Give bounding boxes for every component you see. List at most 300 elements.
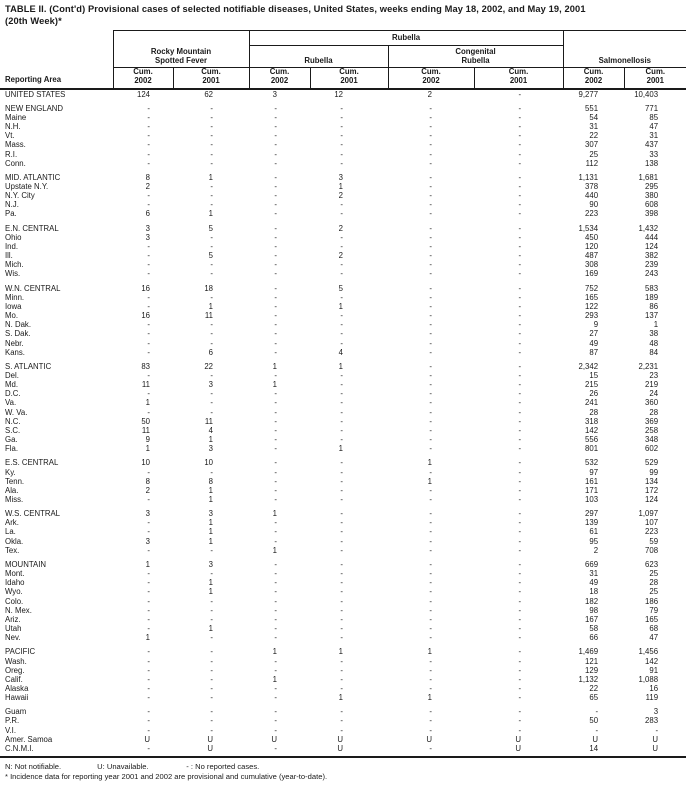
value-cell: - <box>274 559 277 569</box>
value-cell: 1 <box>338 444 343 454</box>
column-header-salmonellosis-cum-2002: Cum. 2002 <box>563 68 624 89</box>
value-cell: - <box>274 656 277 666</box>
value-cell: - <box>147 191 150 201</box>
value-cell: 98 <box>589 605 599 615</box>
value-cell: - <box>340 559 343 569</box>
value-cell: 124 <box>645 495 659 504</box>
value-cell: - <box>340 569 343 579</box>
value-cell: - <box>429 140 432 150</box>
value-cell: 2 <box>145 182 150 191</box>
value-cell: 440 <box>585 191 599 201</box>
value-cell: 1 <box>208 209 213 219</box>
value-cell: 2 <box>427 89 432 99</box>
value-cell: - <box>274 569 277 579</box>
reporting-area-cell: Minn. <box>5 292 25 302</box>
value-cell: - <box>274 223 277 233</box>
value-cell: - <box>429 191 432 201</box>
value-cell: - <box>429 200 432 210</box>
value-cell: - <box>340 311 343 321</box>
value-cell: - <box>274 633 277 643</box>
reporting-area-cell: NEW ENGLAND <box>5 103 64 113</box>
value-cell: - <box>429 725 432 735</box>
value-cell: - <box>429 665 432 675</box>
value-cell: - <box>429 260 432 270</box>
value-cell: - <box>147 596 150 606</box>
reporting-area-cell: D.C. <box>5 389 21 399</box>
value-cell: - <box>429 122 432 132</box>
table-row <box>0 408 686 417</box>
value-cell: 50 <box>589 716 599 726</box>
value-cell: 165 <box>585 292 599 302</box>
value-cell: - <box>274 320 277 330</box>
value-cell: 1 <box>272 509 277 519</box>
reporting-area-cell: Oreg. <box>5 665 25 675</box>
value-cell: 27 <box>589 329 599 339</box>
value-cell: - <box>518 614 522 624</box>
value-cell: - <box>210 605 213 615</box>
value-cell: - <box>210 633 213 643</box>
value-cell: - <box>595 707 599 717</box>
value-cell: - <box>340 241 343 251</box>
value-cell: - <box>274 329 277 339</box>
value-cell: - <box>429 380 432 390</box>
footnote-not-notifiable: N: Not notifiable. <box>5 762 62 772</box>
value-cell: 137 <box>645 311 659 321</box>
value-cell: - <box>340 614 343 624</box>
value-cell: - <box>340 260 343 270</box>
value-cell: 85 <box>649 112 659 122</box>
reporting-area-cell: E.S. CENTRAL <box>5 458 59 468</box>
value-cell: - <box>518 232 522 242</box>
value-cell: 771 <box>645 103 659 113</box>
value-cell: 380 <box>645 191 659 201</box>
value-cell: - <box>518 444 522 454</box>
reporting-area-cell: Fla. <box>5 444 18 454</box>
value-cell: - <box>340 232 343 242</box>
value-cell: 487 <box>585 251 599 261</box>
value-cell: - <box>518 476 522 486</box>
value-cell: - <box>210 112 213 122</box>
value-cell: 124 <box>136 89 150 99</box>
value-cell: - <box>210 569 213 579</box>
value-cell: - <box>429 614 432 624</box>
reporting-area-cell: Del. <box>5 370 19 380</box>
value-cell: - <box>274 232 277 242</box>
value-cell: - <box>429 743 432 753</box>
value-cell: 25 <box>649 569 659 579</box>
value-cell: 360 <box>645 398 659 408</box>
value-cell: - <box>274 458 277 468</box>
value-cell: 95 <box>589 536 599 546</box>
value-cell: - <box>210 389 213 399</box>
table-row <box>0 657 686 666</box>
value-cell: 10,403 <box>634 89 659 99</box>
reporting-area-cell: Vt. <box>5 131 15 141</box>
value-cell: 119 <box>645 693 659 703</box>
value-cell: - <box>274 743 277 753</box>
table-row <box>0 339 686 348</box>
value-cell: 219 <box>645 380 659 390</box>
reporting-area-cell: N.Y. City <box>5 191 35 201</box>
value-cell: - <box>147 725 150 735</box>
value-cell: 243 <box>645 269 659 279</box>
value-cell: 25 <box>649 587 659 597</box>
value-cell: - <box>274 338 277 348</box>
table-row <box>0 693 686 702</box>
value-cell: - <box>274 182 277 191</box>
table-row <box>0 435 686 444</box>
reporting-area-cell: Amer. Samoa <box>5 734 53 744</box>
value-cell: - <box>147 301 150 311</box>
value-cell: 59 <box>649 536 659 546</box>
value-cell: 49 <box>589 578 599 588</box>
table-row <box>0 113 686 122</box>
rmsf-group-line2: Spotted Fever <box>155 56 207 66</box>
value-cell: 134 <box>645 476 659 486</box>
reporting-area-cell: N.C. <box>5 416 21 426</box>
value-cell: - <box>340 329 343 339</box>
value-cell: 3 <box>208 380 213 390</box>
value-cell: 3 <box>208 559 213 569</box>
column-header-salmonellosis-cum-2001: Cum. 2001 <box>624 68 686 89</box>
value-cell: 1 <box>272 380 277 390</box>
value-cell: - <box>210 149 213 159</box>
value-cell: - <box>340 389 343 399</box>
value-cell: - <box>274 149 277 159</box>
value-cell: 348 <box>645 435 659 445</box>
footnote-legend <box>5 762 688 772</box>
value-cell: - <box>274 518 277 528</box>
value-cell: - <box>274 140 277 150</box>
value-cell: - <box>429 131 432 141</box>
value-cell: 15 <box>589 370 599 380</box>
reporting-area-cell: V.I. <box>5 725 16 735</box>
value-cell: - <box>274 624 277 634</box>
value-cell: 189 <box>645 292 659 302</box>
value-cell: 1 <box>427 693 432 703</box>
value-cell: - <box>274 495 277 504</box>
reporting-area-cell: UNITED STATES <box>5 89 66 99</box>
value-cell: 398 <box>645 209 659 219</box>
value-cell: 182 <box>585 596 599 606</box>
value-cell: - <box>274 416 277 426</box>
value-cell: 31 <box>589 122 599 132</box>
value-cell: 62 <box>204 89 213 99</box>
rmsf-group-line1: Rocky Mountain <box>150 47 212 57</box>
value-cell: 16 <box>141 283 150 293</box>
value-cell: - <box>274 347 277 357</box>
value-cell: 2 <box>145 485 150 495</box>
table-row <box>0 606 686 615</box>
table-row <box>0 666 686 675</box>
table-row <box>0 518 686 527</box>
value-cell: - <box>429 329 432 339</box>
value-cell: 161 <box>585 476 599 486</box>
value-cell: U <box>515 734 522 744</box>
value-cell: - <box>210 596 213 606</box>
value-cell: - <box>518 329 522 339</box>
value-cell: - <box>147 624 150 634</box>
value-cell: - <box>429 311 432 321</box>
reporting-area-cell: Mass. <box>5 140 26 150</box>
value-cell: 14 <box>589 743 599 753</box>
value-cell: - <box>429 347 432 357</box>
value-cell: - <box>274 614 277 624</box>
value-cell: - <box>340 338 343 348</box>
value-cell: - <box>147 292 150 302</box>
value-cell: 91 <box>649 665 659 675</box>
table-row <box>0 242 686 251</box>
value-cell: - <box>340 596 343 606</box>
reporting-area-cell: Wis. <box>5 269 21 279</box>
value-cell: - <box>210 693 213 703</box>
value-cell: 1,131 <box>578 172 599 182</box>
value-cell: - <box>518 149 522 159</box>
value-cell: 139 <box>585 518 599 528</box>
reporting-area-cell: P.R. <box>5 716 20 726</box>
value-cell: - <box>518 301 522 311</box>
value-cell: - <box>518 693 522 703</box>
value-cell: 551 <box>585 103 599 113</box>
value-cell: - <box>340 536 343 546</box>
value-cell: 12 <box>334 89 343 99</box>
table-row <box>0 362 686 371</box>
value-cell: - <box>518 509 522 519</box>
value-cell: - <box>655 725 659 735</box>
value-cell: - <box>147 269 150 279</box>
value-cell: 49 <box>589 338 599 348</box>
value-cell: 1 <box>208 495 213 504</box>
value-cell: - <box>340 656 343 666</box>
value-cell: - <box>429 509 432 519</box>
value-cell: 90 <box>589 200 599 210</box>
value-cell: - <box>518 633 522 643</box>
value-cell: 1 <box>427 647 432 657</box>
reporting-area-cell: Va. <box>5 398 17 408</box>
value-cell: 258 <box>645 425 659 435</box>
value-cell: - <box>340 416 343 426</box>
value-cell: 437 <box>645 140 659 150</box>
value-cell: - <box>147 112 150 122</box>
value-cell: 1 <box>272 361 277 371</box>
value-cell: - <box>429 416 432 426</box>
table-row <box>0 389 686 398</box>
value-cell: - <box>518 172 522 182</box>
value-cell: - <box>518 647 522 657</box>
value-cell: 122 <box>585 301 599 311</box>
value-cell: U <box>271 734 277 744</box>
reporting-area-cell: PACIFIC <box>5 647 36 657</box>
value-cell: - <box>274 725 277 735</box>
value-cell: 3 <box>272 89 277 99</box>
value-cell: - <box>340 140 343 150</box>
value-cell: - <box>210 140 213 150</box>
table-body <box>0 89 686 753</box>
value-cell: 1 <box>272 545 277 555</box>
value-cell: - <box>518 200 522 210</box>
value-cell: 1 <box>145 398 150 408</box>
value-cell: 18 <box>589 587 599 597</box>
value-cell: 1 <box>145 633 150 643</box>
value-cell: 6 <box>145 209 150 219</box>
footnotes <box>5 762 688 781</box>
table-row <box>0 209 686 218</box>
reporting-area-cell: Alaska <box>5 683 29 693</box>
value-cell: - <box>518 103 522 113</box>
value-cell: 28 <box>589 407 599 417</box>
value-cell: 11 <box>204 416 213 426</box>
value-cell: - <box>429 716 432 726</box>
reporting-area-cell: Tex. <box>5 545 20 555</box>
value-cell: - <box>274 241 277 251</box>
value-cell: - <box>429 467 432 477</box>
value-cell: - <box>518 241 522 251</box>
table-row <box>0 615 686 624</box>
value-cell: U <box>337 743 343 753</box>
reporting-area-cell: Maine <box>5 112 27 122</box>
value-cell: - <box>274 301 277 311</box>
reporting-area-cell: N. Dak. <box>5 320 31 330</box>
value-cell: - <box>429 182 432 191</box>
value-cell: - <box>210 260 213 270</box>
value-cell: 2,342 <box>578 361 599 371</box>
value-cell: - <box>210 131 213 141</box>
value-cell: 79 <box>649 605 659 615</box>
table-row <box>0 260 686 269</box>
table-row <box>0 140 686 149</box>
value-cell: - <box>340 725 343 735</box>
value-cell: - <box>429 320 432 330</box>
reporting-area-cell: Guam <box>5 707 27 717</box>
value-cell: - <box>274 131 277 141</box>
value-cell: - <box>274 605 277 615</box>
value-cell: - <box>340 112 343 122</box>
value-cell: - <box>518 707 522 717</box>
table-row <box>0 380 686 389</box>
value-cell: - <box>147 103 150 113</box>
value-cell: - <box>210 329 213 339</box>
value-cell: 297 <box>585 509 599 519</box>
value-cell: - <box>429 495 432 504</box>
value-cell: - <box>274 716 277 726</box>
value-cell: 1 <box>272 674 277 684</box>
value-cell: - <box>147 149 150 159</box>
value-cell: - <box>147 200 150 210</box>
value-cell: 3 <box>145 232 150 242</box>
value-cell: 8 <box>145 476 150 486</box>
table-row <box>0 587 686 596</box>
value-cell: - <box>274 122 277 132</box>
table-row <box>0 707 686 716</box>
value-cell: 33 <box>649 149 659 159</box>
value-cell: - <box>274 707 277 717</box>
value-cell: - <box>429 292 432 302</box>
value-cell: - <box>518 398 522 408</box>
value-cell: - <box>274 476 277 486</box>
value-cell: 97 <box>589 467 599 477</box>
reporting-area-header: Reporting Area <box>0 31 113 89</box>
value-cell: 25 <box>589 149 599 159</box>
table-row <box>0 560 686 569</box>
value-cell: - <box>429 683 432 693</box>
reporting-area-cell: C.N.M.I. <box>5 743 34 753</box>
value-cell: - <box>340 407 343 417</box>
value-cell: - <box>518 656 522 666</box>
value-cell: - <box>274 103 277 113</box>
reporting-area-cell: W.S. CENTRAL <box>5 509 61 519</box>
value-cell: - <box>274 370 277 380</box>
value-cell: 241 <box>585 398 599 408</box>
reporting-area-cell: Upstate N.Y. <box>5 182 49 191</box>
notifiable-diseases-table <box>0 30 686 753</box>
value-cell: - <box>518 605 522 615</box>
table-row <box>0 371 686 380</box>
footnote-unavailable: U: Unavailable. <box>97 762 149 772</box>
value-cell: 1 <box>208 527 213 537</box>
value-cell: - <box>274 269 277 279</box>
value-cell: 1 <box>145 444 150 454</box>
value-cell: 24 <box>649 389 659 399</box>
reporting-area-cell: Nebr. <box>5 338 24 348</box>
reporting-area-cell: E.N. CENTRAL <box>5 223 59 233</box>
value-cell: - <box>147 707 150 717</box>
value-cell: - <box>429 559 432 569</box>
value-cell: U <box>652 734 659 744</box>
table-title-line2: (20th Week)* <box>5 15 62 26</box>
value-cell: - <box>340 683 343 693</box>
value-cell: 752 <box>585 283 599 293</box>
value-cell: 22 <box>589 131 599 141</box>
value-cell: - <box>429 596 432 606</box>
value-cell: 38 <box>649 329 659 339</box>
value-cell: U <box>515 743 522 753</box>
value-cell: 2 <box>338 223 343 233</box>
value-cell: 1,681 <box>638 172 659 182</box>
table-row <box>0 578 686 587</box>
reporting-area-cell: Conn. <box>5 158 26 168</box>
value-cell: - <box>147 587 150 597</box>
value-cell: - <box>274 444 277 454</box>
value-cell: 28 <box>649 407 659 417</box>
value-cell: - <box>210 191 213 201</box>
value-cell: - <box>274 191 277 201</box>
value-cell: - <box>429 656 432 666</box>
value-cell: - <box>518 536 522 546</box>
value-cell: - <box>340 527 343 537</box>
congenital-rubella-group-line1: Congenital <box>455 47 496 57</box>
value-cell: 529 <box>645 458 659 468</box>
value-cell: 18 <box>204 283 213 293</box>
value-cell: 58 <box>589 624 599 634</box>
value-cell: 1 <box>427 458 432 468</box>
value-cell: 1,456 <box>638 647 659 657</box>
value-cell: - <box>518 518 522 528</box>
value-cell: - <box>340 435 343 445</box>
value-cell: 84 <box>649 347 659 357</box>
reporting-area-cell: Ky. <box>5 467 16 477</box>
value-cell: - <box>518 458 522 468</box>
value-cell: 9 <box>145 435 150 445</box>
value-cell: - <box>340 485 343 495</box>
value-cell: - <box>340 509 343 519</box>
value-cell: - <box>429 241 432 251</box>
value-cell: - <box>147 407 150 417</box>
value-cell: - <box>274 527 277 537</box>
value-cell: 47 <box>649 122 659 132</box>
value-cell: - <box>147 545 150 555</box>
value-cell: 444 <box>645 232 659 242</box>
table-row <box>0 182 686 191</box>
